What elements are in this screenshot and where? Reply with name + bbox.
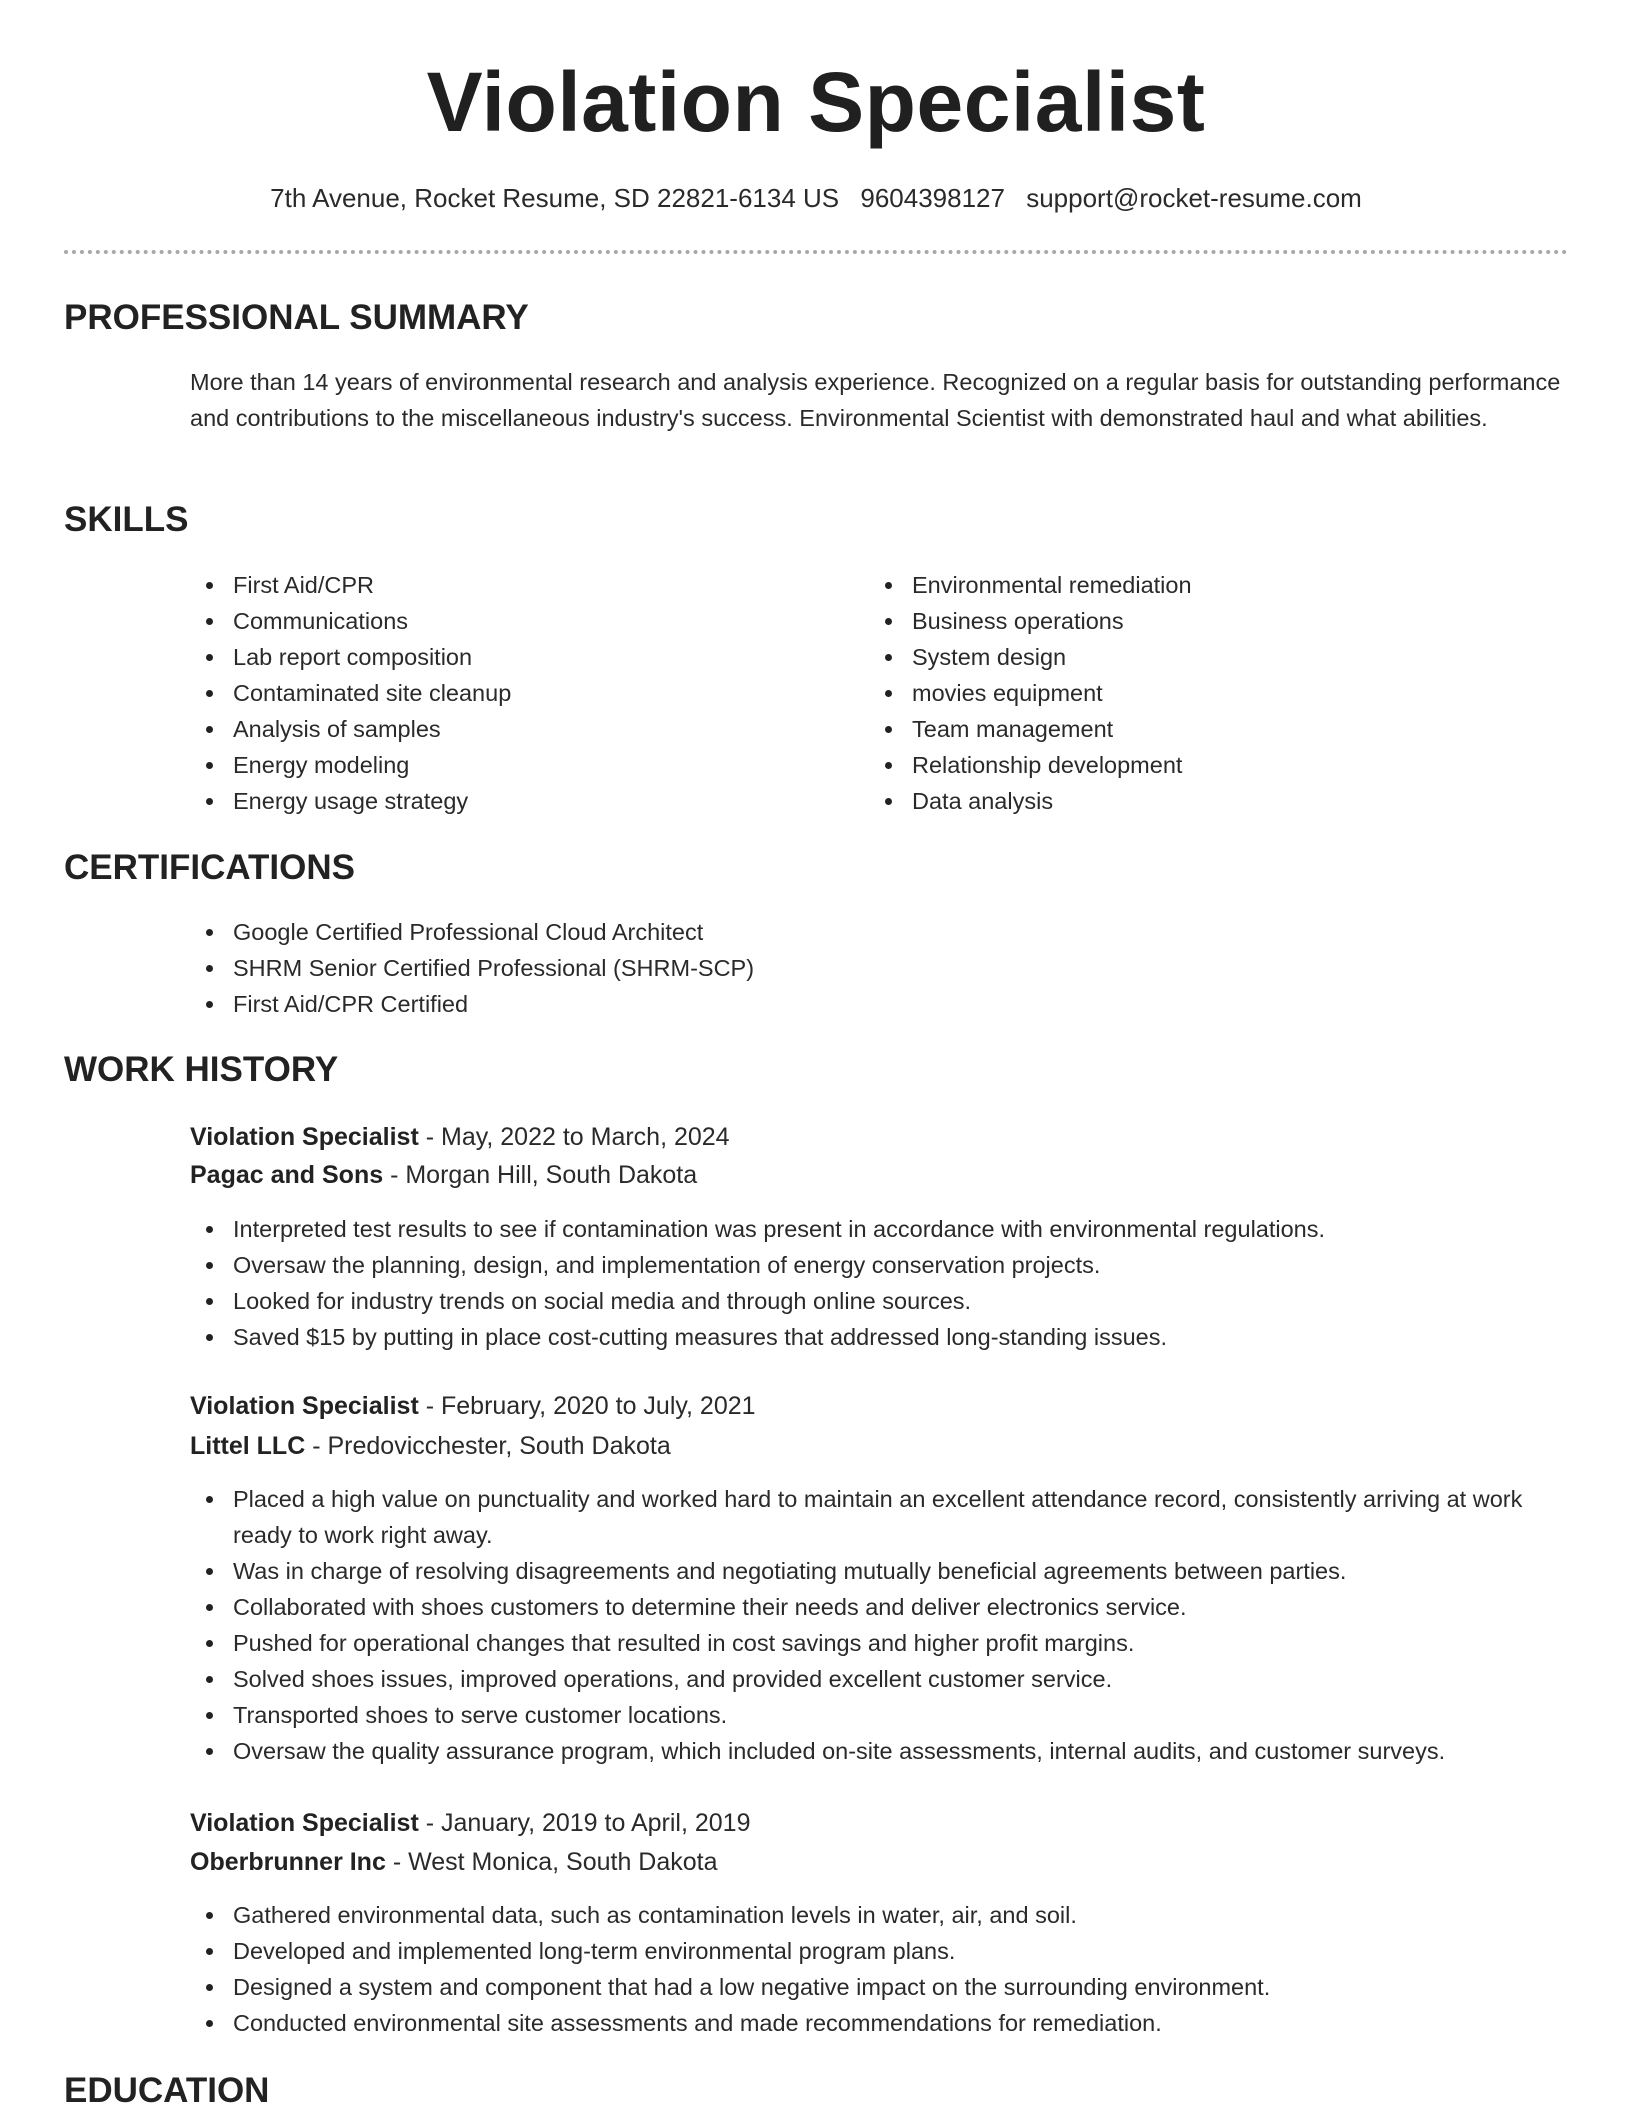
job-bullet: Conducted environmental site assessments and made recommendations for remediation. <box>190 2005 1570 2041</box>
section-title-education: EDUCATION <box>64 2071 270 2110</box>
skill-item: Team management <box>869 711 1529 747</box>
skill-item: movies equipment <box>869 675 1529 711</box>
skill-item: Contaminated site cleanup <box>190 675 850 711</box>
contact-address: 7th Avenue, Rocket Resume, SD 22821-6134 US <box>270 183 840 213</box>
contact-line <box>0 180 1632 216</box>
job-bullet: Saved $15 by putting in place cost-cutting measures that addressed long-standing issues. <box>190 1319 1570 1355</box>
job-title-line <box>190 1805 750 1841</box>
job-bullets <box>190 1897 1570 2041</box>
job-bullet: Solved shoes issues, improved operations, and provided excellent customer service. <box>190 1661 1570 1697</box>
job-bullet: Was in charge of resolving disagreements and negotiating mutually beneficial agreements between parties. <box>190 1553 1570 1589</box>
job-bullet: Transported shoes to serve customer locations. <box>190 1697 1570 1733</box>
skill-item: Environmental remediation <box>869 567 1529 603</box>
job-bullet: Oversaw the quality assurance program, which included on-site assessments, internal audits, and customer surveys. <box>190 1733 1570 1769</box>
job-company-line <box>190 1844 718 1880</box>
job-company-line <box>190 1428 671 1464</box>
job-dates: - January, 2019 to April, 2019 <box>418 1809 751 1837</box>
job-bullet: Interpreted test results to see if contamination was present in accordance with environmental regulations. <box>190 1211 1570 1247</box>
job-location: - Morgan Hill, South Dakota <box>383 1161 698 1189</box>
job-company: Littel LLC <box>190 1432 306 1460</box>
certification-item: SHRM Senior Certified Professional (SHRM-SCP) <box>190 950 1570 986</box>
skill-item: Data analysis <box>869 783 1529 819</box>
skill-item: Communications <box>190 603 850 639</box>
job-role: Violation Specialist <box>190 1809 419 1837</box>
job-bullet: Collaborated with shoes customers to determine their needs and deliver electronics service. <box>190 1589 1570 1625</box>
job-dates: - February, 2020 to July, 2021 <box>418 1392 756 1420</box>
job-company: Oberbrunner Inc <box>190 1848 386 1876</box>
skill-item: Business operations <box>869 603 1529 639</box>
job-bullet: Gathered environmental data, such as contamination levels in water, air, and soil. <box>190 1897 1570 1933</box>
job-bullet: Oversaw the planning, design, and implementation of energy conservation projects. <box>190 1247 1570 1283</box>
section-title-certifications: CERTIFICATIONS <box>64 848 356 887</box>
candidate-name: Violation Specialist <box>426 55 1206 149</box>
certification-item: Google Certified Professional Cloud Architect <box>190 914 1570 950</box>
summary-text: More than 14 years of environmental research and analysis experience. Recognized on a regular basis for outstanding performance and contributions to the miscellaneous industry's success. Environmental Scientist with demonstrated haul and what abilities. <box>190 369 1561 431</box>
skills-list-left <box>190 567 850 819</box>
skill-item: Energy usage strategy <box>190 783 850 819</box>
section-title-work-history: WORK HISTORY <box>64 1050 339 1089</box>
skill-item: Lab report composition <box>190 639 850 675</box>
certifications-list <box>190 914 1570 1022</box>
job-role: Violation Specialist <box>190 1392 419 1420</box>
job-bullets <box>190 1481 1570 1769</box>
skill-item: Relationship development <box>869 747 1529 783</box>
section-title-summary: PROFESSIONAL SUMMARY <box>64 298 529 337</box>
job-location: - Predovicchester, South Dakota <box>305 1432 671 1460</box>
certification-item: First Aid/CPR Certified <box>190 986 1570 1022</box>
job-company: Pagac and Sons <box>190 1161 384 1189</box>
job-bullet: Looked for industry trends on social media and through online sources. <box>190 1283 1570 1319</box>
job-bullet: Developed and implemented long-term environmental program plans. <box>190 1933 1570 1969</box>
job-location: - West Monica, South Dakota <box>385 1848 718 1876</box>
skill-item: Analysis of samples <box>190 711 850 747</box>
job-dates: - May, 2022 to March, 2024 <box>418 1123 730 1151</box>
job-title-line <box>190 1388 756 1424</box>
job-company-line <box>190 1157 697 1193</box>
section-title-skills: SKILLS <box>64 500 189 539</box>
skill-item: System design <box>869 639 1529 675</box>
contact-email[interactable]: support@rocket-resume.com <box>1026 183 1362 213</box>
job-role: Violation Specialist <box>190 1123 419 1151</box>
job-bullet: Placed a high value on punctuality and worked hard to maintain an excellent attendance record, consistently arriving at work ready to work right away. <box>190 1481 1570 1553</box>
skill-item: First Aid/CPR <box>190 567 850 603</box>
job-bullet: Pushed for operational changes that resulted in cost savings and higher profit margins. <box>190 1625 1570 1661</box>
skills-list-right <box>869 567 1529 819</box>
job-bullets <box>190 1211 1570 1355</box>
job-title-line <box>190 1119 730 1155</box>
contact-phone: 9604398127 <box>860 183 1005 213</box>
skill-item: Energy modeling <box>190 747 850 783</box>
header-divider <box>64 250 1568 254</box>
job-bullet: Designed a system and component that had a low negative impact on the surrounding environment. <box>190 1969 1570 2005</box>
